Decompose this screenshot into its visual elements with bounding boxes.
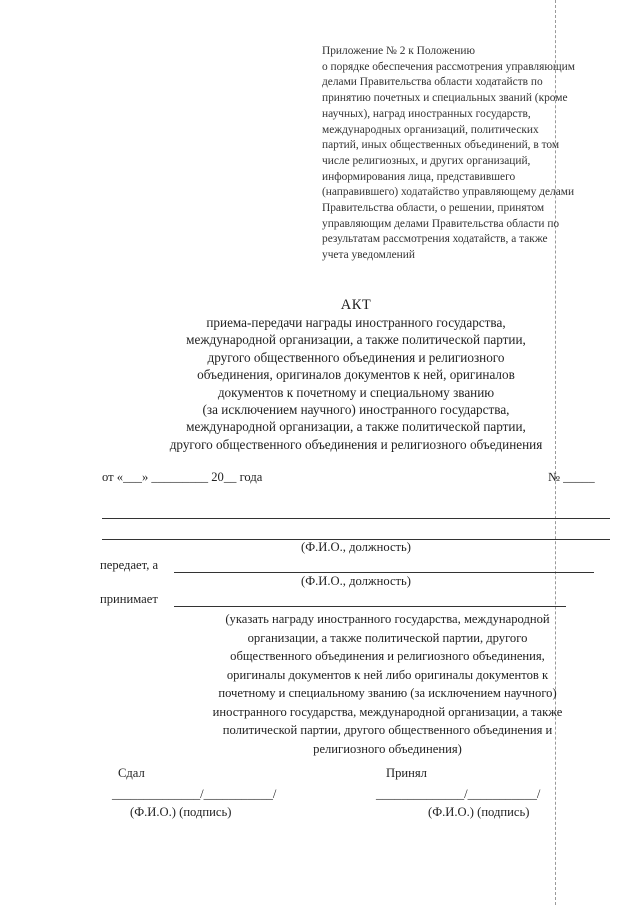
appendix-header [322, 44, 622, 264]
appendix-line: Правительства области, о решении, принятом [322, 202, 545, 215]
act-title: АКТ [340, 297, 372, 313]
award-note-line: оригиналы документов к ней либо оригиналы документов к [226, 667, 549, 682]
award-note [0, 610, 640, 758]
fio-position-caption: (Ф.И.О., должность) [301, 540, 411, 554]
received-caption: (Ф.И.О.) (подпись) [428, 805, 530, 819]
award-note-line: общественного объединения и религиозного объединения, [230, 649, 545, 663]
appendix-line: учета уведомлений [322, 249, 415, 262]
act-subtitle-line: объединения, оригиналов документов к ней, оригиналов [197, 367, 515, 383]
appendix-line: Приложение № 2 к Положению [322, 45, 475, 57]
blank-line [174, 572, 594, 573]
act-subtitle-line: документов к почетному и специальному званию [217, 384, 495, 400]
accepts-label: принимает [100, 592, 158, 606]
award-note-line: религиозного объединения) [313, 741, 462, 756]
appendix-line: информирования лица, представившего [322, 170, 516, 183]
appendix-line: делами Правительства области ходатайств по [322, 76, 543, 89]
act-subtitle-line: приема-передачи награды иностранного государства, [206, 315, 506, 330]
blank-line [174, 606, 566, 607]
act-subtitle-line: международной организации, а также политической партии, [186, 419, 526, 435]
appendix-line: партий, иных общественных объединений, в том [322, 139, 560, 152]
award-note-line: иностранного государства, международной организации, а также [212, 704, 563, 719]
handed-caption: (Ф.И.О.) (подпись) [130, 805, 232, 819]
blank-line [102, 518, 610, 519]
appendix-line: научных), наград иностранных государств, [322, 107, 531, 120]
act-subtitle-line: (за исключением научного) иностранного государства, [202, 402, 510, 418]
appendix-line: (направившего) ходатайство управляющему делами [322, 186, 575, 199]
received-label: Принял [386, 766, 427, 780]
handed-label: Сдал [118, 766, 145, 780]
act-subtitle [0, 314, 640, 453]
received-signature-line: ______________/___________/ [376, 787, 541, 801]
act-number: № _____ [548, 470, 595, 484]
date-line: от «___» _________ 20__ года [102, 470, 263, 484]
appendix-line: о порядке обеспечения рассмотрения управляющим [322, 60, 575, 73]
fio-position-caption: (Ф.И.О., должность) [301, 574, 411, 588]
award-note-line: (указать награду иностранного государства, международной [225, 612, 550, 626]
appendix-line: международных организаций, политических [322, 123, 539, 136]
award-note-line: политической партии, другого общественного объединения и [222, 723, 553, 737]
appendix-line: числе религиозных, и других организаций, [322, 154, 531, 167]
appendix-line: принятию почетных и специальных званий (кроме [322, 92, 568, 105]
act-subtitle-line: другого общественного объединения и религиозного объединения [169, 436, 543, 452]
handed-signature-line: ______________/___________/ [112, 787, 277, 801]
appendix-line: результатам рассмотрения ходатайств, а также [322, 233, 548, 246]
appendix-line: управляющим делами Правительства области по [322, 217, 560, 230]
award-note-line: организации, а также политической партии, другого [247, 630, 528, 645]
transfers-label: передает, а [100, 558, 159, 572]
act-subtitle-line: международной организации, а также политической партии, [186, 332, 526, 348]
act-subtitle-line: другого общественного объединения и религиозного [207, 349, 505, 365]
award-note-line: почетному и специальному званию (за исключением научного) [218, 686, 557, 700]
